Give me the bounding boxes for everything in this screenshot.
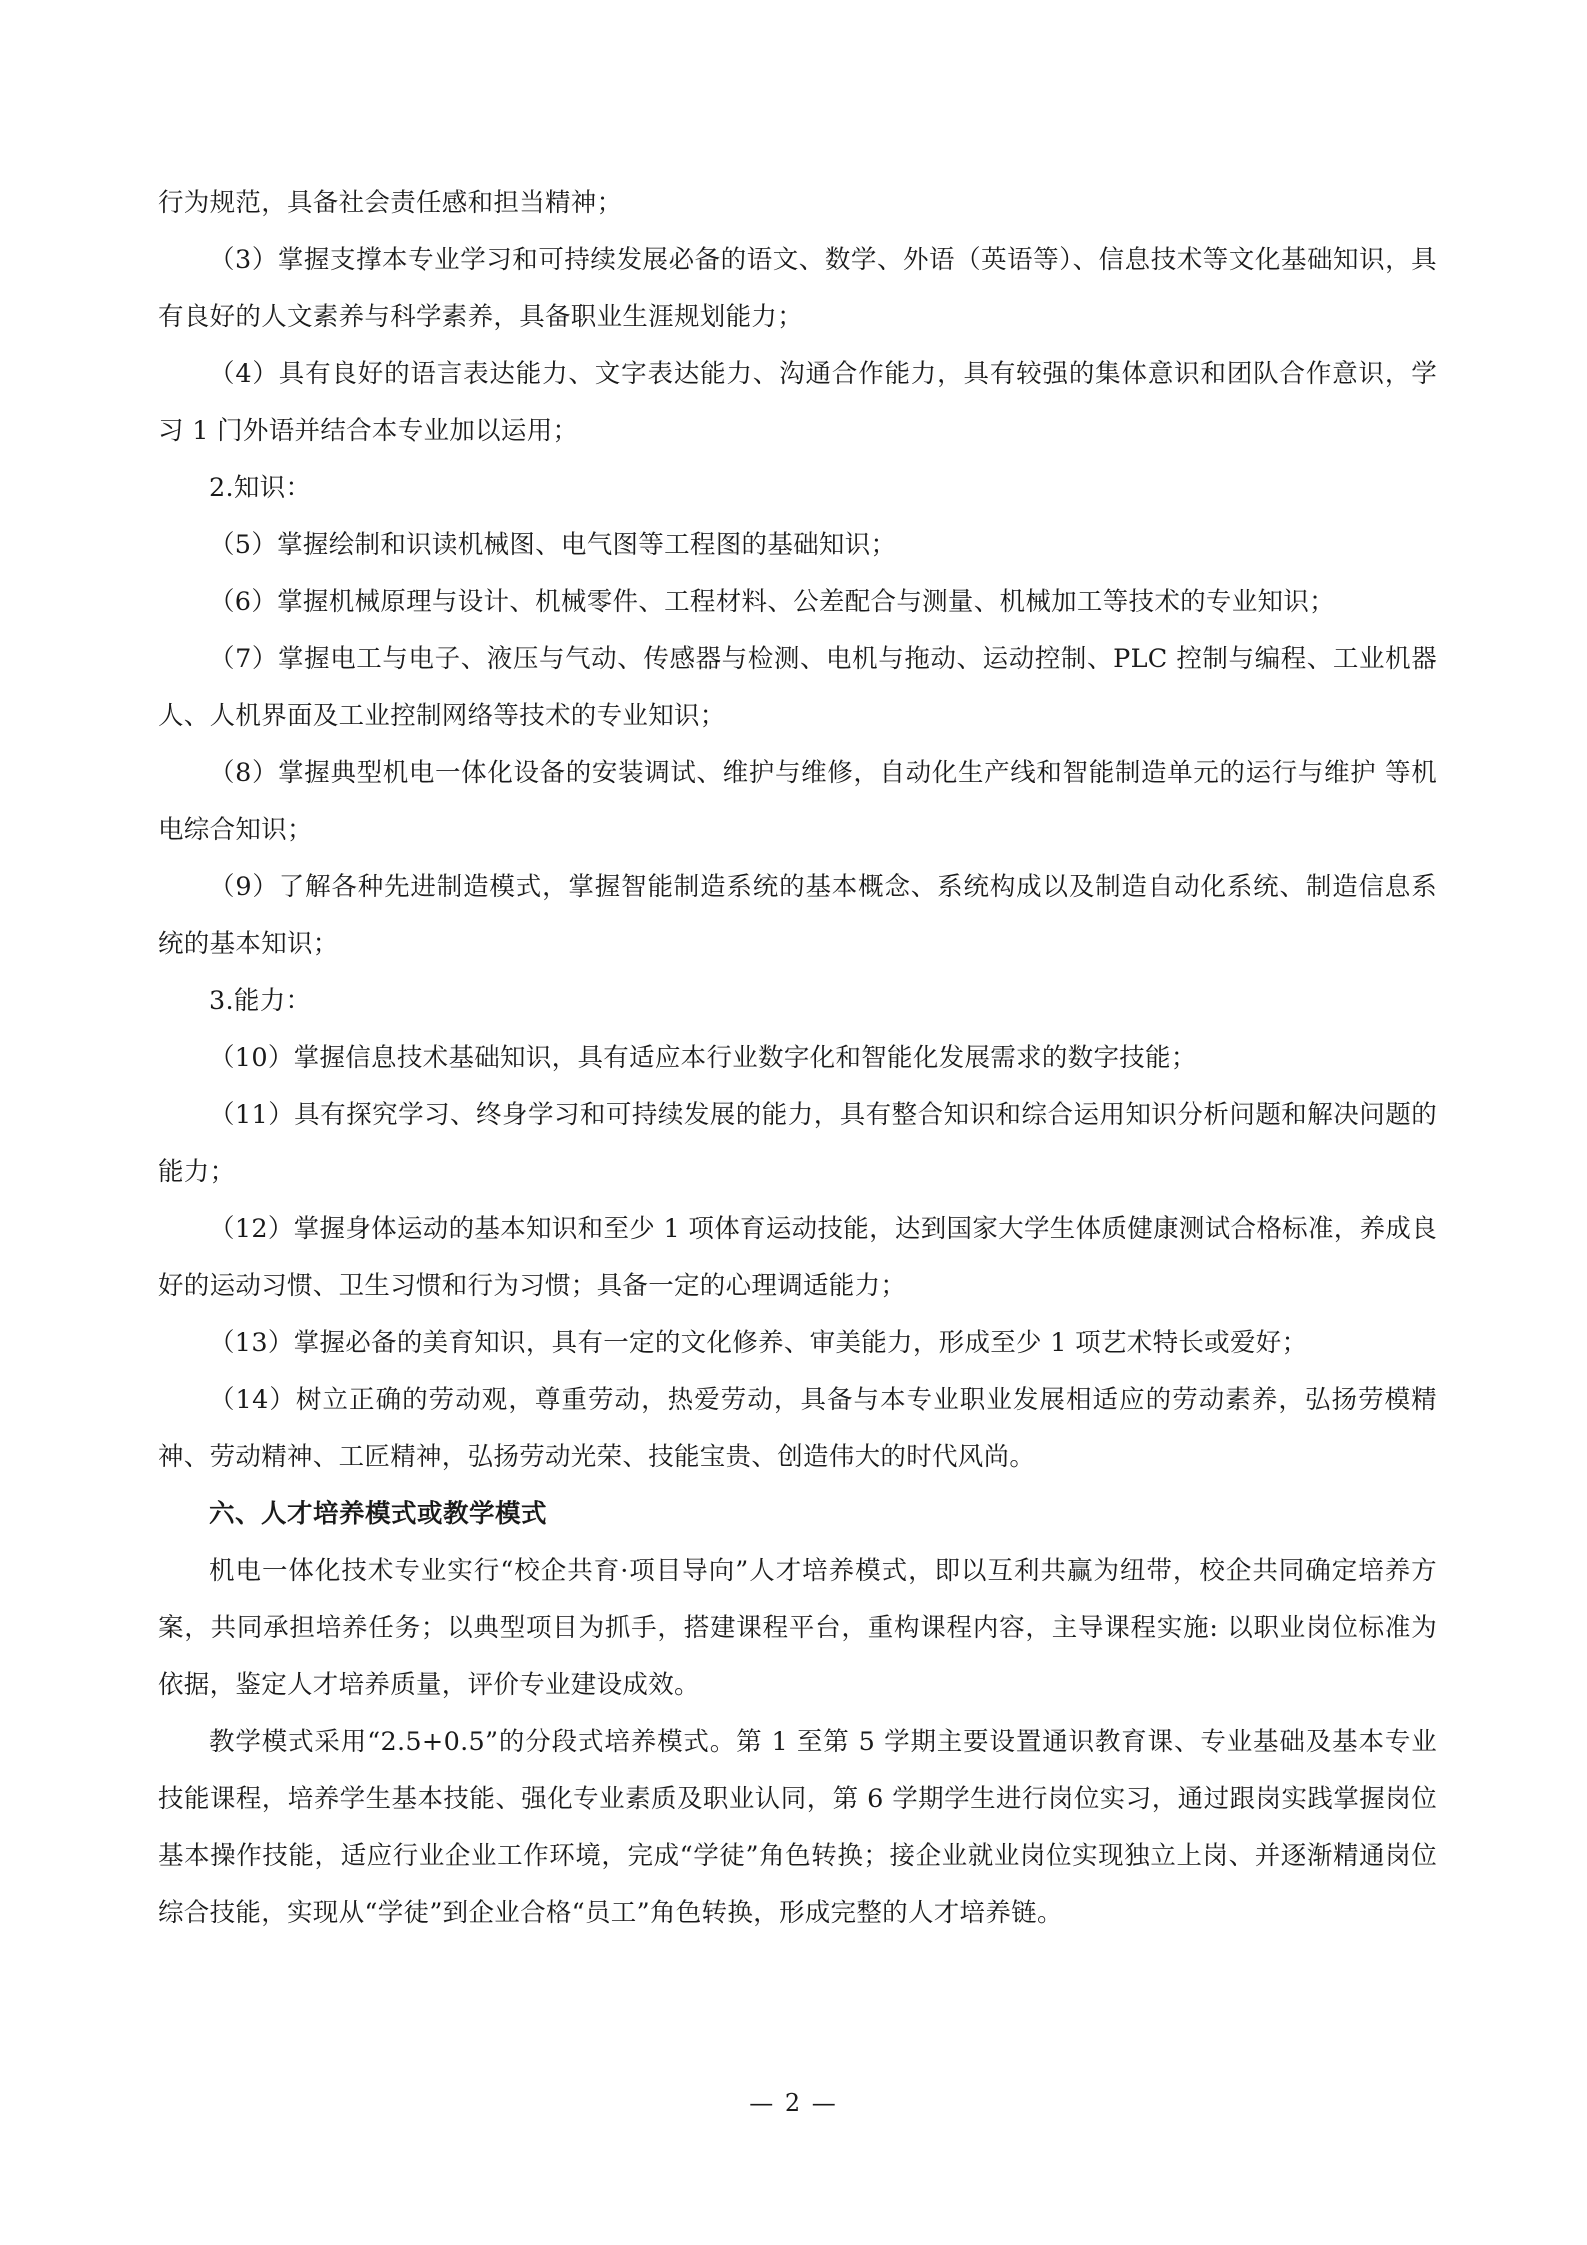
paragraph: （7）掌握电工与电子、液压与气动、传感器与检测、电机与拖动、运动控制、PLC 控制与编程、工业机器人、人机界面及工业控制网络等技术的专业知识；: [158, 644, 1437, 731]
paragraph: （13）掌握必备的美育知识，具有一定的文化修养、审美能力，形成至少 1 项艺术特长或爱好；: [209, 1328, 1308, 1358]
paragraph: 机电一体化技术专业实行“校企共育·项目导向”人才培养模式，即以互利共赢为纽带，校企共同确定培养方案，共同承担培养任务；以典型项目为抓手，搭建课程平台，重构课程内容，主导课程实施: 以职业岗位标准为依据，鉴定人才培养质量，评价专业建设成效。: [158, 1556, 1437, 1700]
paragraph: （11）具有探究学习、终身学习和可持续发展的能力，具有整合知识和综合运用知识分析问题和解决问题的能力；: [158, 1100, 1437, 1187]
section-heading: 六、人才培养模式或教学模式: [209, 1499, 548, 1529]
paragraph: （5）掌握绘制和识读机械图、电气图等工程图的基础知识；: [209, 530, 897, 560]
paragraph: （6）掌握机械原理与设计、机械零件、工程材料、公差配合与测量、机械加工等技术的专业知识；: [209, 587, 1335, 617]
paragraph: （9）了解各种先进制造模式，掌握智能制造系统的基本概念、系统构成以及制造自动化系统、制造信息系统的基本知识；: [158, 872, 1437, 959]
paragraph: 3.能力：: [209, 986, 312, 1016]
paragraph: 教学模式采用“2.5+0.5”的分段式培养模式。第 1 至第 5 学期主要设置通识教育课、专业基础及基本专业技能课程，培养学生基本技能、强化专业素质及职业认同，第 6 学期学生进行岗位实习，通过跟岗实践掌握岗位基本操作技能，适应行业企业工作环境，完成“学徒”角色转换；接企业就业岗位实现独立上岗、并逐渐精通岗位综合技能，实现从“学徒”到企业合格“员工”角色转换，形成完整的人才培养链。: [158, 1727, 1437, 1928]
paragraph: （8）掌握典型机电一体化设备的安装调试、维护与维修，自动化生产线和智能制造单元的运行与维护 等机电综合知识；: [158, 758, 1437, 845]
paragraph: （14）树立正确的劳动观，尊重劳动，热爱劳动，具备与本专业职业发展相适应的劳动素养，弘扬劳模精神、劳动精神、工匠精神，弘扬劳动光荣、技能宝贵、创造伟大的时代风尚。: [158, 1385, 1437, 1472]
paragraph: （10）掌握信息技术基础知识，具有适应本行业数字化和智能化发展需求的数字技能；: [209, 1043, 1197, 1073]
paragraph: （3）掌握支撑本专业学习和可持续发展必备的语文、数学、外语（英语等）、信息技术等文化基础知识，具有良好的人文素养与科学素养，具备职业生涯规划能力；: [158, 245, 1437, 332]
paragraph: （12）掌握身体运动的基本知识和至少 1 项体育运动技能，达到国家大学生体质健康测试合格标准，养成良好的运动习惯、卫生习惯和行为习惯；具备一定的心理调适能力；: [158, 1214, 1437, 1301]
paragraph: 行为规范，具备社会责任感和担当精神；: [158, 188, 623, 218]
paragraph: （4）具有良好的语言表达能力、文字表达能力、沟通合作能力，具有较强的集体意识和团队合作意识，学习 1 门外语并结合本专业加以运用；: [158, 359, 1437, 446]
document-body: [158, 175, 1437, 1942]
page-number: — 2 —: [749, 2089, 838, 2117]
paragraph: 2.知识：: [209, 473, 312, 503]
